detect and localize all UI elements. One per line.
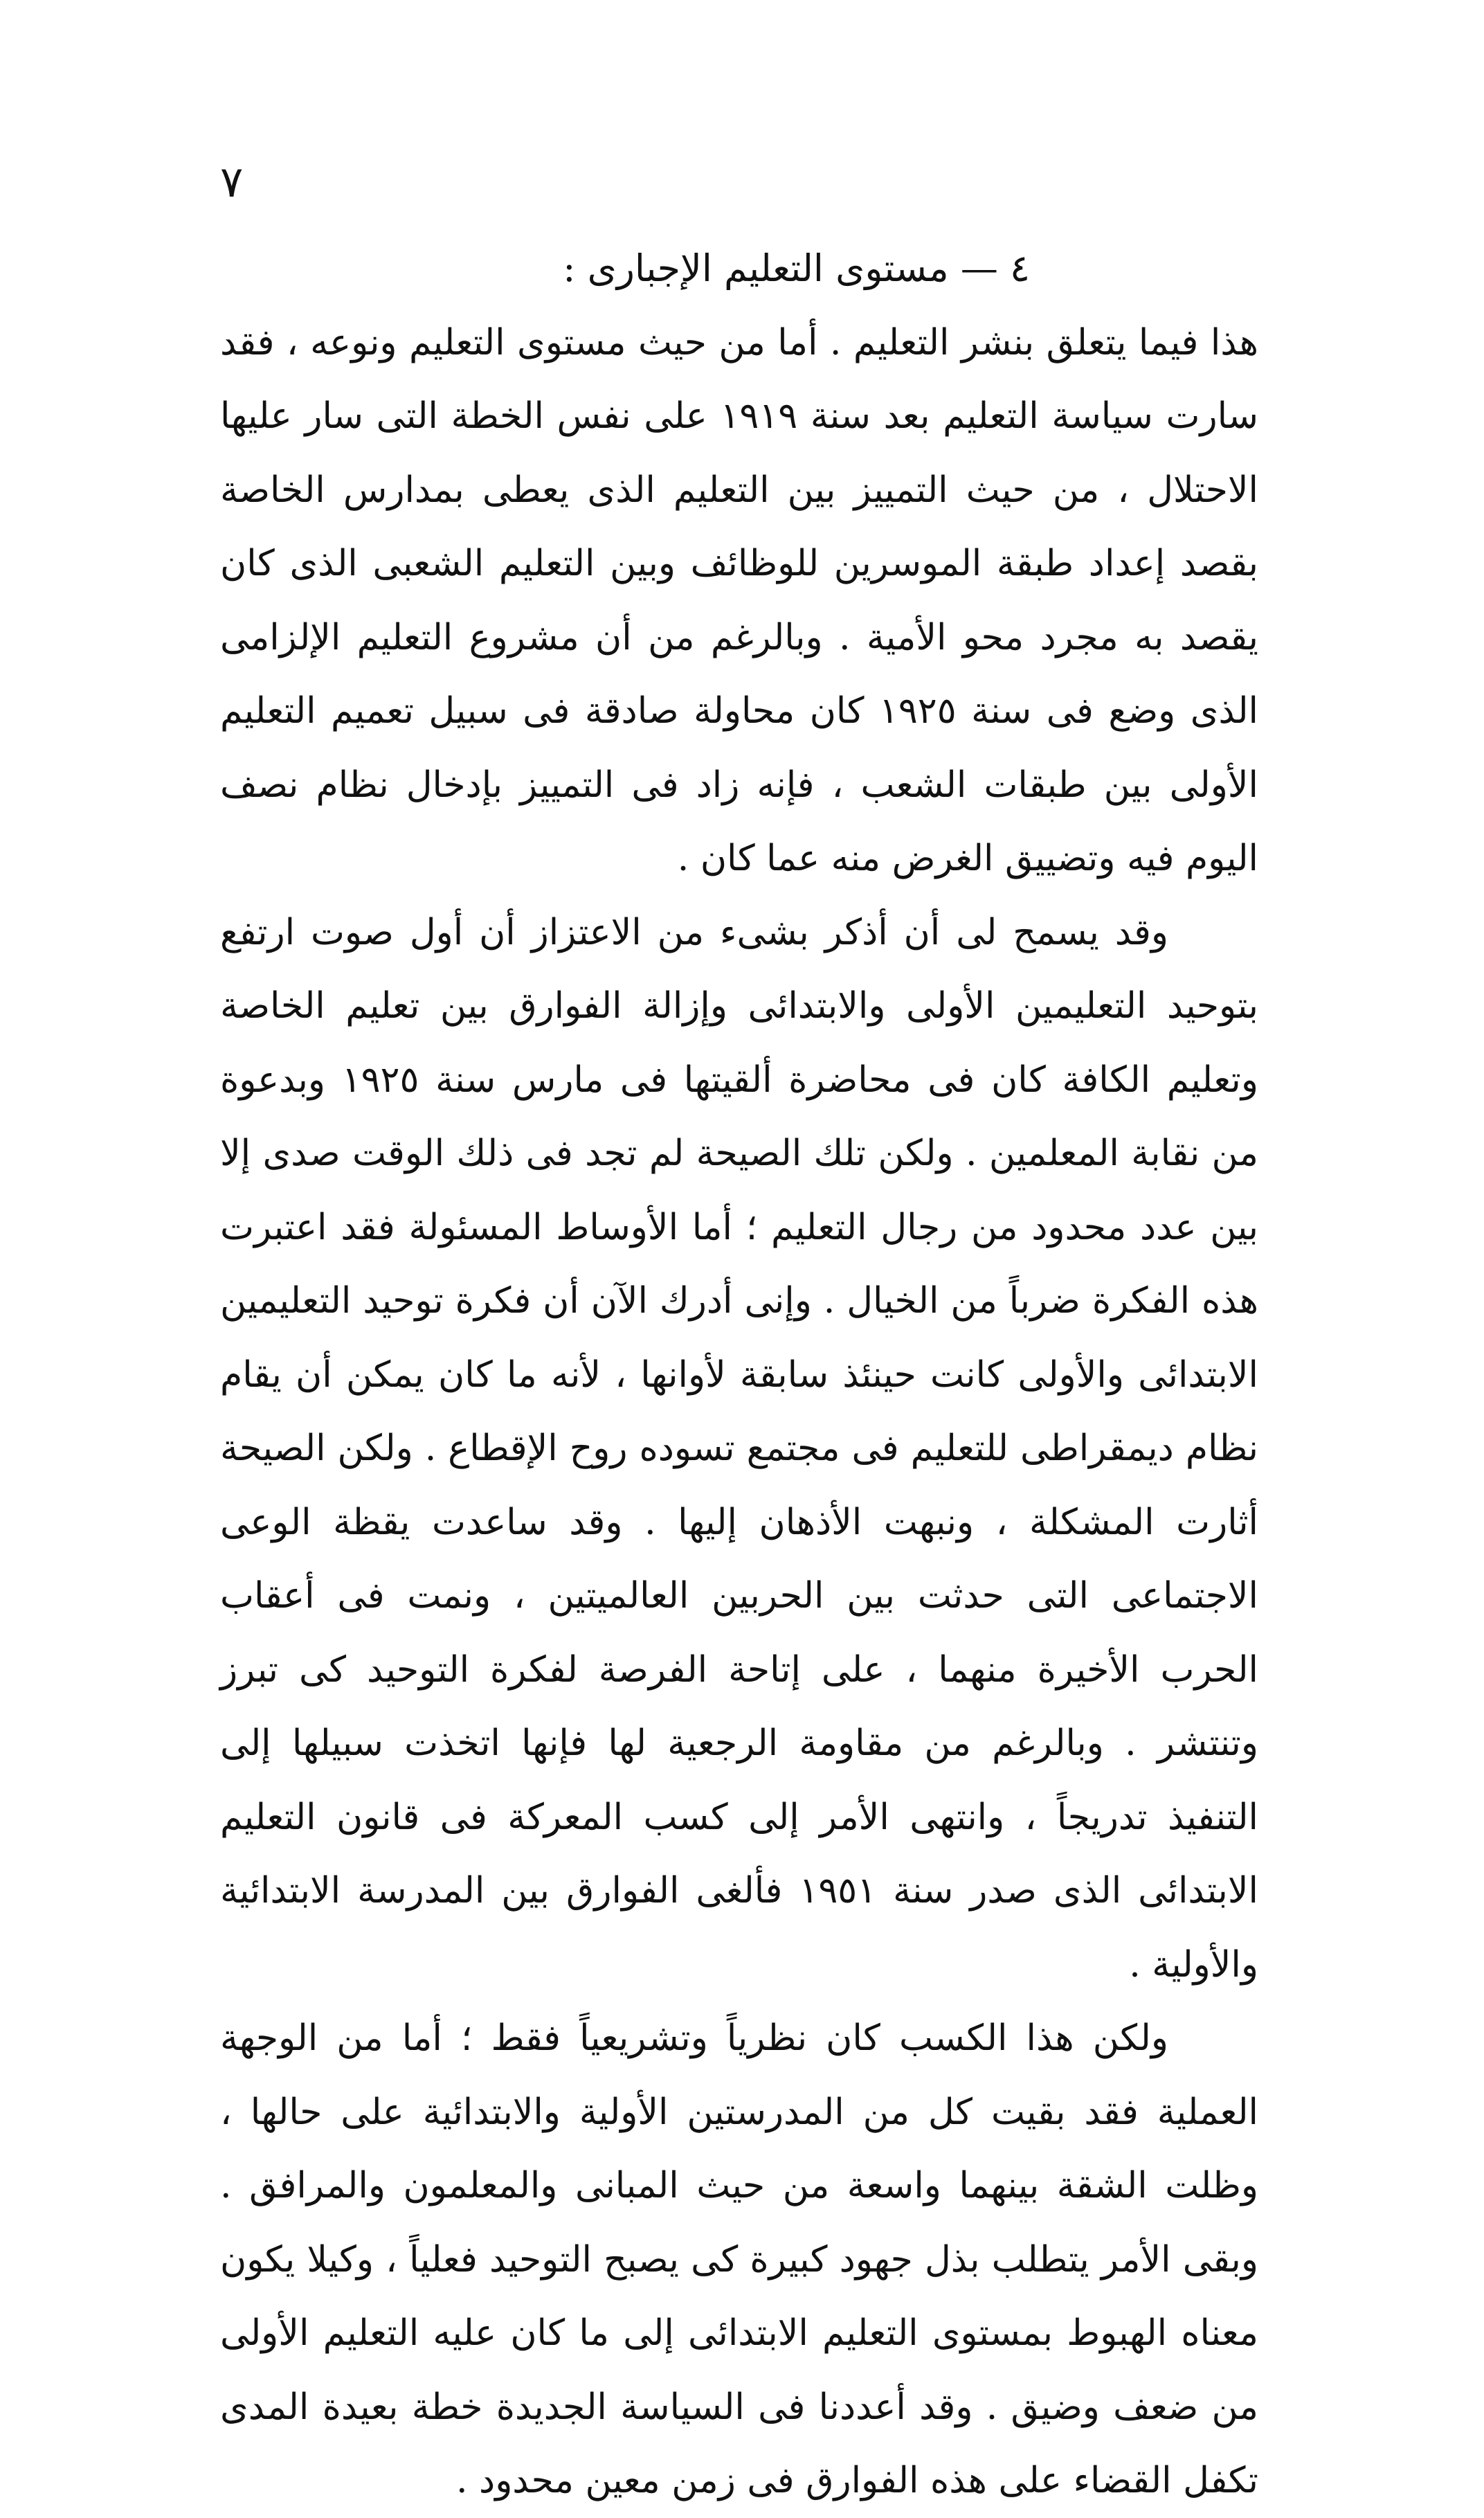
page-body <box>220 232 1258 2518</box>
section-heading: ٤ — مستوى التعليم الإجبارى : <box>563 246 1030 290</box>
paragraph-2: وقد يسمح لى أن أذكر بشىء من الاعتزاز أن أول صوت ارتفع بتوحيد التعليمين الأولى والابتدائى وإزالة الفوارق بين تعليم الخاصة وتعليم الكافة كان فى محاضرة ألقيتها فى مارس سنة ١٩٢٥ وبدعوة من نقابة المعلمين . ولكن تلك الصيحة لم تجد فى ذلك الوقت صدى إلا بين عدد محدود من رجال التعليم ؛ أما الأوساط المسئولة فقد اعتبرت هذه الفكرة ضرباً من الخيال . وإنى أدرك الآن أن فكرة توحيد التعليمين الابتدائى والأولى كانت حينئذ سابقة لأوانها ، لأنه ما كان يمكن أن يقام نظام ديمقراطى للتعليم فى مجتمع تسوده روح الإقطاع . ولكن الصيحة أثارت المشكلة ، ونبهت الأذهان إليها . وقد ساعدت يقظة الوعى الاجتماعى التى حدثت بين الحربين العالميتين ، ونمت فى أعقاب الحرب الأخيرة منهما ، على إتاحة الفرصة لفكرة التوحيد كى تبرز وتنتشر . وبالرغم من مقاومة الرجعية لها فإنها اتخذت سبيلها إلى التنفيذ تدريجاً ، وانتهى الأمر إلى كسب المعركة فى قانون التعليم الابتدائى الذى صدر سنة ١٩٥١ فألغى الفوارق بين المدرسة الابتدائية والأولية . <box>220 911 1258 1986</box>
page-number: ٧ <box>220 156 244 207</box>
paragraph-1: هذا فيما يتعلق بنشر التعليم . أما من حيث مستوى التعليم ونوعه ، فقد سارت سياسة التعليم بعد سنة ١٩١٩ على نفس الخطة التى سار عليها الاحتلال ، من حيث التمييز بين التعليم الذى يعطى بمدارس الخاصة بقصد إعداد طبقة الموسرين للوظائف وبين التعليم الشعبى الذى كان يقصد به مجرد محو الأمية . وبالرغم من أن مشروع التعليم الإلزامى الذى وضع فى سنة ١٩٢٥ كان محاولة صادقة فى سبيل تعميم التعليم الأولى بين طبقات الشعب ، فإنه زاد فى التمييز بإدخال نظام نصف اليوم فيه وتضييق الغرض منه عما كان . <box>220 321 1259 879</box>
paragraph-3: ولكن هذا الكسب كان نظرياً وتشريعياً فقط ؛ أما من الوجهة العملية فقد بقيت كل من المدرستين الأولية والابتدائية على حالها ، وظلت الشقة بينهما واسعة من حيث المبانى والمعلمون والمرافق . وبقى الأمر يتطلب بذل جهود كبيرة كى يصبح التوحيد فعلياً ، وكيلا يكون معناه الهبوط بمستوى التعليم الابتدائى إلى ما كان عليه التعليم الأولى من ضعف وضيق . وقد أعددنا فى السياسة الجديدة خطة بعيدة المدى تكفل القضاء على هذه الفوارق فى زمن معين محدود . <box>220 2017 1258 2501</box>
